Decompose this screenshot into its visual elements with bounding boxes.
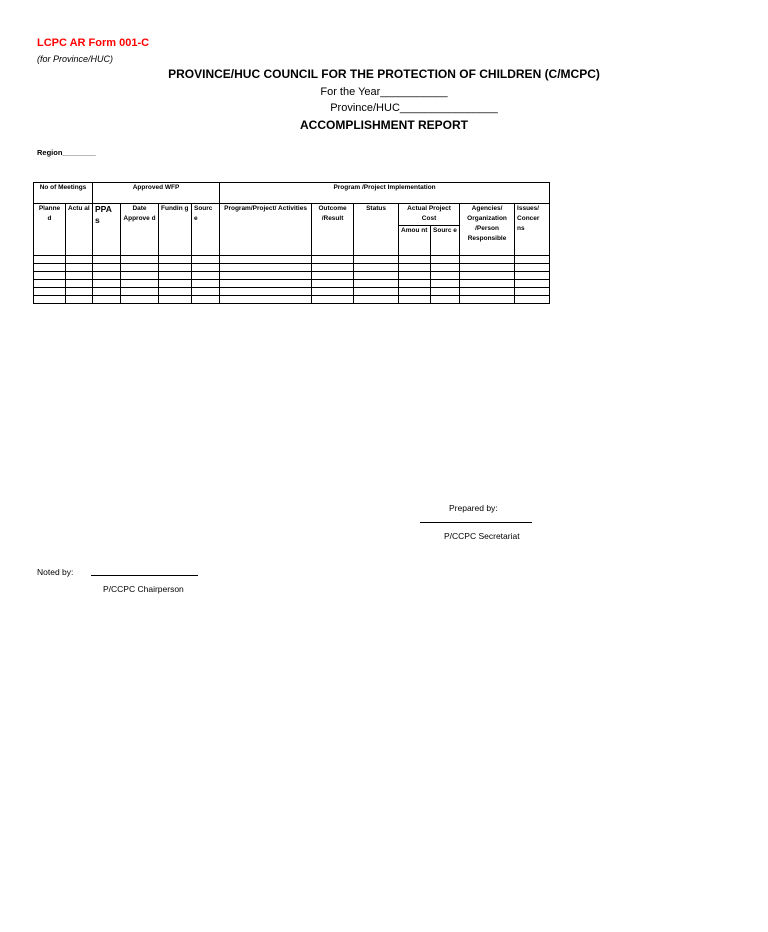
outcome-header: Outcome /Result (312, 204, 354, 256)
region-field: Region________ (37, 148, 96, 157)
noted-by-label: Noted by: (37, 567, 74, 577)
year-field: For the Year___________ (320, 86, 448, 98)
agencies-header: Agencies/ Organization /Person Responsible (460, 204, 515, 256)
ppas-header: PPA s (93, 204, 121, 256)
accomplishment-table (33, 182, 550, 304)
prepared-signature-line (420, 522, 532, 523)
table-row (34, 280, 550, 288)
approved-wfp-group-header: Approved WFP (93, 183, 220, 204)
form-scope: (for Province/HUC) (37, 54, 114, 64)
cost-source-header: Sourc e (431, 226, 460, 256)
form-code: LCPC AR Form 001-C (37, 37, 150, 49)
table-row (34, 272, 550, 280)
column-header-row-1 (34, 204, 550, 226)
actual-cost-group-header: Actual Project Cost (399, 204, 460, 226)
table-row (34, 296, 550, 304)
document-title: PROVINCE/HUC COUNCIL FOR THE PROTECTION OF CHILDREN (C/MCPC) (168, 67, 600, 81)
issues-header: Issues/ Concer ns (515, 204, 550, 256)
group-header-row (34, 183, 550, 204)
date-approved-header: Date Approve d (121, 204, 159, 256)
implementation-group-header: Program /Project Implementation (220, 183, 550, 204)
prepared-by-role: P/CCPC Secretariat (444, 531, 520, 541)
activities-header: Program/Project/ Activities (220, 204, 312, 256)
noted-by-role: P/CCPC Chairperson (103, 584, 184, 594)
actual-header: Actu al (66, 204, 93, 256)
prepared-by-label: Prepared by: (449, 503, 498, 513)
province-field: Province/HUC________________ (330, 102, 498, 114)
noted-signature-line (91, 575, 198, 576)
planned-header: Planne d (34, 204, 66, 256)
table-row (34, 288, 550, 296)
source-header: Sourc e (192, 204, 220, 256)
report-title: ACCOMPLISHMENT REPORT (300, 118, 468, 132)
status-header: Status (354, 204, 399, 256)
table-row (34, 256, 550, 264)
meetings-group-header: No of Meetings (34, 183, 93, 204)
amount-header: Amou nt (399, 226, 431, 256)
funding-header: Fundin g (159, 204, 192, 256)
table-row (34, 264, 550, 272)
